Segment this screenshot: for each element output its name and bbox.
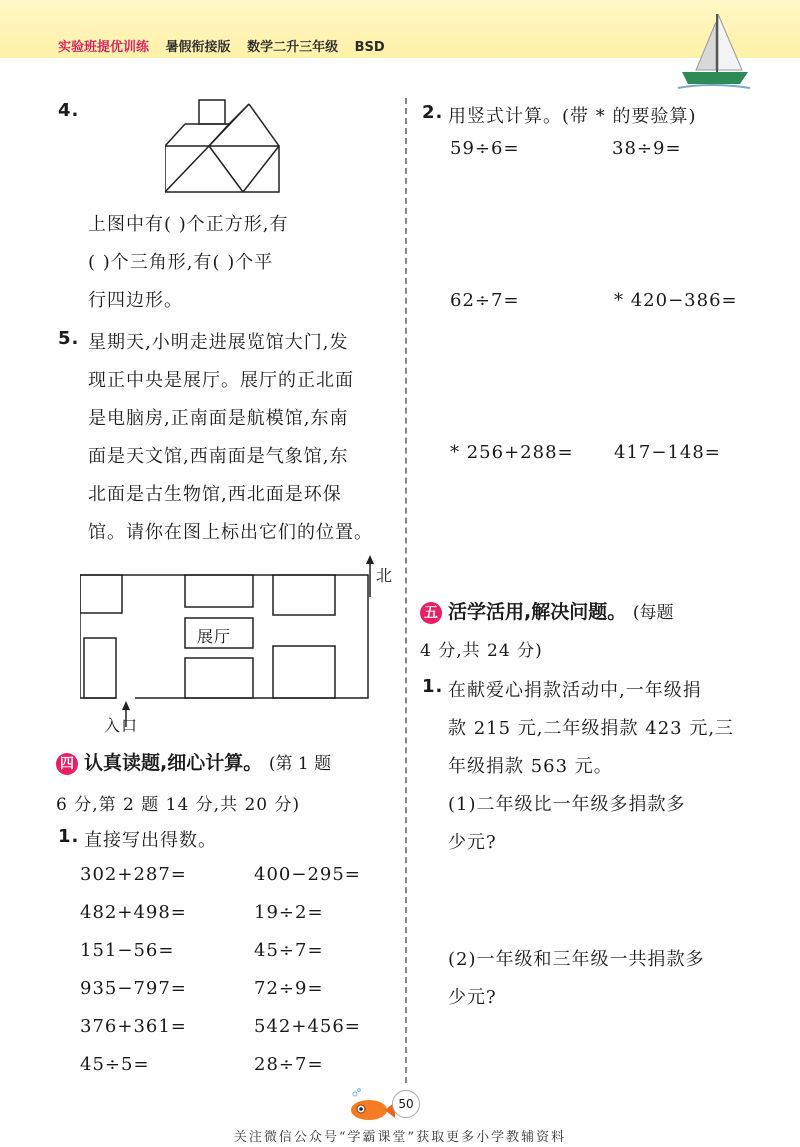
calc-right-2: 19÷2= [254, 902, 324, 923]
s5-q1-line-3: 年级捐款 563 元。 [448, 756, 613, 777]
s5-q1-number: 1. [422, 676, 444, 697]
vcalc-6: 417−148= [614, 442, 721, 463]
column-divider [405, 98, 407, 1083]
vcalc-5: * 256+288= [450, 442, 574, 463]
section-4-title: 认真读题,细心计算。 [84, 752, 263, 774]
section-4-note-1: (第 1 题 [268, 754, 332, 774]
q4-house-figure [165, 98, 285, 194]
q5-number: 5. [58, 328, 80, 349]
calc-left-5: 376+361= [80, 1016, 187, 1037]
s5-q1-line-1: 在献爱心捐款活动中,一年级捐 [448, 680, 702, 701]
vcalc-2: 38÷9= [612, 138, 682, 159]
section-4-badge: 四 [56, 753, 78, 775]
q5-line-4: 面是天文馆,西南面是气象馆,东 [88, 446, 349, 467]
q2-title: 用竖式计算。(带 * 的要验算) [448, 106, 697, 127]
subject-label: 数学二升三年级 [247, 40, 339, 55]
calc-right-6: 28÷7= [254, 1054, 324, 1075]
q4-line-3: 行四边形。 [88, 290, 183, 311]
s4-q1-number: 1. [58, 826, 80, 847]
q4-line-1: 上图中有( )个正方形,有 [88, 214, 289, 235]
vcalc-4: * 420−386= [614, 290, 738, 311]
calc-right-4: 72÷9= [254, 978, 324, 999]
s4-q1-title: 直接写出得数。 [84, 830, 217, 851]
page-number: 50 [392, 1090, 420, 1118]
sailboat-icon [670, 12, 750, 92]
section-5-title: 活学活用,解决问题。 [448, 601, 627, 623]
s5-sub2-line-1: (2)一年级和三年级一共捐款多 [448, 949, 705, 970]
q5-line-2: 现正中央是展厅。展厅的正北面 [88, 370, 354, 391]
calc-left-3: 151−56= [80, 940, 175, 961]
section-4-heading [56, 748, 331, 775]
q5-line-1: 星期天,小明走进展览馆大门,发 [88, 332, 349, 353]
edition-label: 暑假衔接版 [165, 40, 231, 55]
q5-line-6: 馆。请你在图上标出它们的位置。 [88, 522, 373, 543]
hall-label: 展厅 [197, 627, 232, 646]
s5-sub1-line-1: (1)二年级比一年级多捐款多 [448, 794, 686, 815]
q2-number: 2. [422, 102, 444, 123]
footer-note: 关注微信公众号“学霸课堂”获取更多小学教辅资料 [233, 1130, 567, 1145]
s5-sub1-line-2: 少元? [448, 832, 497, 853]
vcalc-3: 62÷7= [450, 290, 520, 311]
calc-left-1: 302+287= [80, 864, 187, 885]
calc-right-3: 45÷7= [254, 940, 324, 961]
calc-right-1: 400−295= [254, 864, 361, 885]
version-label: BSD [354, 40, 385, 55]
section-5-note-2: 4 分,共 24 分) [420, 641, 543, 661]
north-label: 北 [376, 566, 394, 585]
q4-number: 4. [58, 100, 80, 121]
vcalc-1: 59÷6= [450, 138, 520, 159]
entrance-label: 入口 [104, 716, 139, 735]
q5-line-5: 北面是古生物馆,西北面是环保 [88, 484, 342, 505]
submarine-fish-icon [345, 1088, 395, 1124]
calc-left-6: 45÷5= [80, 1054, 150, 1075]
section-5-heading [420, 597, 673, 624]
calc-left-4: 935−797= [80, 978, 187, 999]
calc-left-2: 482+498= [80, 902, 187, 923]
s5-sub2-line-2: 少元? [448, 987, 497, 1008]
header-text [58, 36, 397, 55]
section-5-note-1: (每题 [632, 603, 674, 623]
section-4-note-2: 6 分,第 2 题 14 分,共 20 分) [56, 795, 301, 815]
calc-right-5: 542+456= [254, 1016, 361, 1037]
q5-line-3: 是电脑房,正南面是航模馆,东南 [88, 408, 349, 429]
section-5-badge: 五 [420, 602, 442, 624]
q4-line-2: ( )个三角形,有( )个平 [88, 252, 274, 273]
brand-title: 实验班提优训练 [58, 40, 150, 55]
s5-q1-line-2: 款 215 元,二年级捐款 423 元,三 [448, 718, 735, 739]
